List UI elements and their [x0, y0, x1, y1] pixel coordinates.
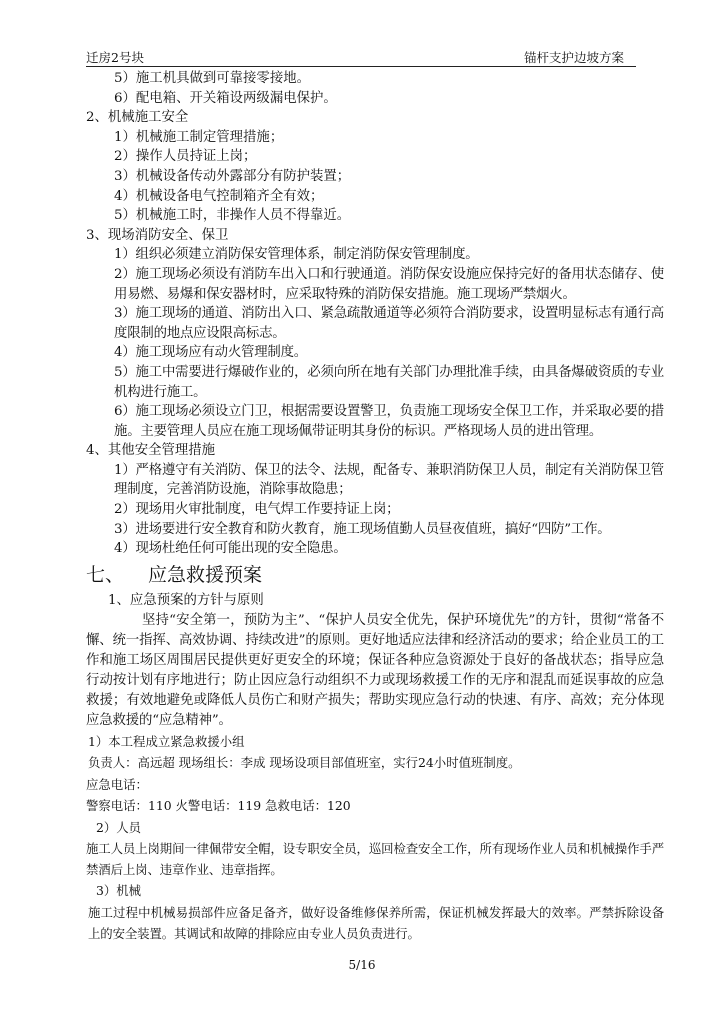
- list-item: 5）施工中需要进行爆破作业的，必须向所在地有关部门办理批准手续，由具备爆破资质的专业机构进行施工。: [114, 364, 664, 400]
- phone-numbers: 警察电话：110 火警电话：119 急救电话：120: [86, 798, 351, 814]
- list-item: 5）机械施工时，非操作人员不得靠近。: [114, 208, 351, 224]
- people-text: 施工人员上岗期间一律佩带安全帽，设专职安全员，巡回检查安全工作，所有现场作业人员和机械操作手严禁酒后上岗、违章作业、违章指挥。: [86, 841, 664, 878]
- list-item: 4）机械设备电气控制箱齐全有效；: [114, 188, 324, 204]
- header-project-name: 迁房2号块: [86, 50, 144, 65]
- chapter-title: 应急救援预案: [148, 563, 263, 586]
- subsection-heading: 1、应急预案的方针与原则: [108, 592, 264, 608]
- people-heading: 2）人员: [96, 819, 142, 835]
- team-members: 负责人：高远超 现场组长：李成 现场设项目部值班室，实行24小时值班制度。: [88, 755, 521, 771]
- list-item: 4）施工现场应有动火管理制度。: [114, 345, 307, 361]
- paragraph-indent: [86, 613, 142, 628]
- list-item: 1）严格遵守有关消防、保卫的法令、法规，配备专、兼职消防保卫人员，制定有关消防保卫管理制度，完善消防设施，消除事故隐患；: [114, 462, 664, 498]
- list-item: 2）操作人员持证上岗；: [114, 149, 257, 165]
- list-item: 2）现场用火审批制度，电气焊工作要持证上岗；: [114, 502, 400, 518]
- list-item: 3）进场要进行安全教育和防火教育，施工现场值勤人员昼夜值班，搞好“四防”工作。: [114, 521, 611, 537]
- page-number: 5/16: [348, 958, 376, 972]
- list-item: 1）机械施工制定管理措施；: [114, 129, 284, 145]
- machinery-text: 施工过程中机械易损部件应备足备齐，做好设备维修保养所需，保证机械发挥最大的效率。严禁拆除设备上的安全装置。其调试和故障的排除应由专业人员负责进行。: [88, 904, 664, 941]
- phone-heading: 应急电话：: [86, 776, 148, 792]
- list-item: 2）施工现场必须设有消防车出入口和行驶通道。消防保安设施应保持完好的备用状态储存、使用易燃、易爆和保安器材时，应采取特殊的消防保安措施。施工现场严禁烟火。: [114, 266, 664, 302]
- document-body: [86, 69, 664, 944]
- policy-paragraph: [86, 611, 664, 731]
- chapter-number: 七、: [86, 563, 125, 586]
- list-item: 3）机械设备传动外露部分有防护装置；: [114, 168, 351, 184]
- list-item: 6）配电箱、开关箱设两级漏电保护。: [114, 90, 337, 106]
- paragraph-text: 坚持“安全第一，预防为主”、“保护人员安全优先，保护环境优先”的方针，贯彻“常备不懈、统一指挥、高效协调、持续改进”的原则。更好地适应法律和经济活动的要求；给企业员工的工作和施工场区周围居民提供更好更安全的环境；保证各种应急资源处于良好的备战状态；指导应急行动按计划有序地进行；防止因应急行动组织不力或现场救援工作的无序和混乱而延误事故的应急救援；有效地避免或降低人员伤亡和财产损失；帮助实现应急行动的快速、有序、高效；充分体现应急救援的“应急精神”。: [86, 612, 664, 728]
- page-header: [86, 46, 636, 67]
- chapter-heading: [86, 560, 664, 590]
- section-heading: 4、其他安全管理措施: [86, 443, 216, 459]
- section-heading: 3、现场消防安全、保卫: [86, 227, 229, 243]
- list-item: 3）施工现场的通道、消防出入口、紧急疏散通道等必须符合消防要求，设置明显标志有通行高度限制的地点应设限高标志。: [114, 306, 664, 341]
- header-document-title: 锚杆支护边坡方案: [523, 50, 624, 65]
- list-item: 5）施工机具做到可靠接零接地。: [114, 71, 310, 86]
- team-heading: 1）本工程成立紧急救援小组: [88, 733, 245, 749]
- section-heading: 2、机械施工安全: [86, 110, 189, 126]
- list-item: 6）施工现场必须设立门卫，根据需要设置警卫，负责施工现场安全保卫工作，并采取必要的措施。主要管理人员应在施工现场佩带证明其身份的标识。严格现场人员的进出管理。: [114, 404, 664, 439]
- list-item: 1）组织必须建立消防保安管理体系，制定消防保安管理制度。: [114, 247, 479, 263]
- machinery-heading: 3）机械: [96, 883, 142, 899]
- list-item: 4）现场杜绝任何可能出现的安全隐患。: [114, 541, 347, 557]
